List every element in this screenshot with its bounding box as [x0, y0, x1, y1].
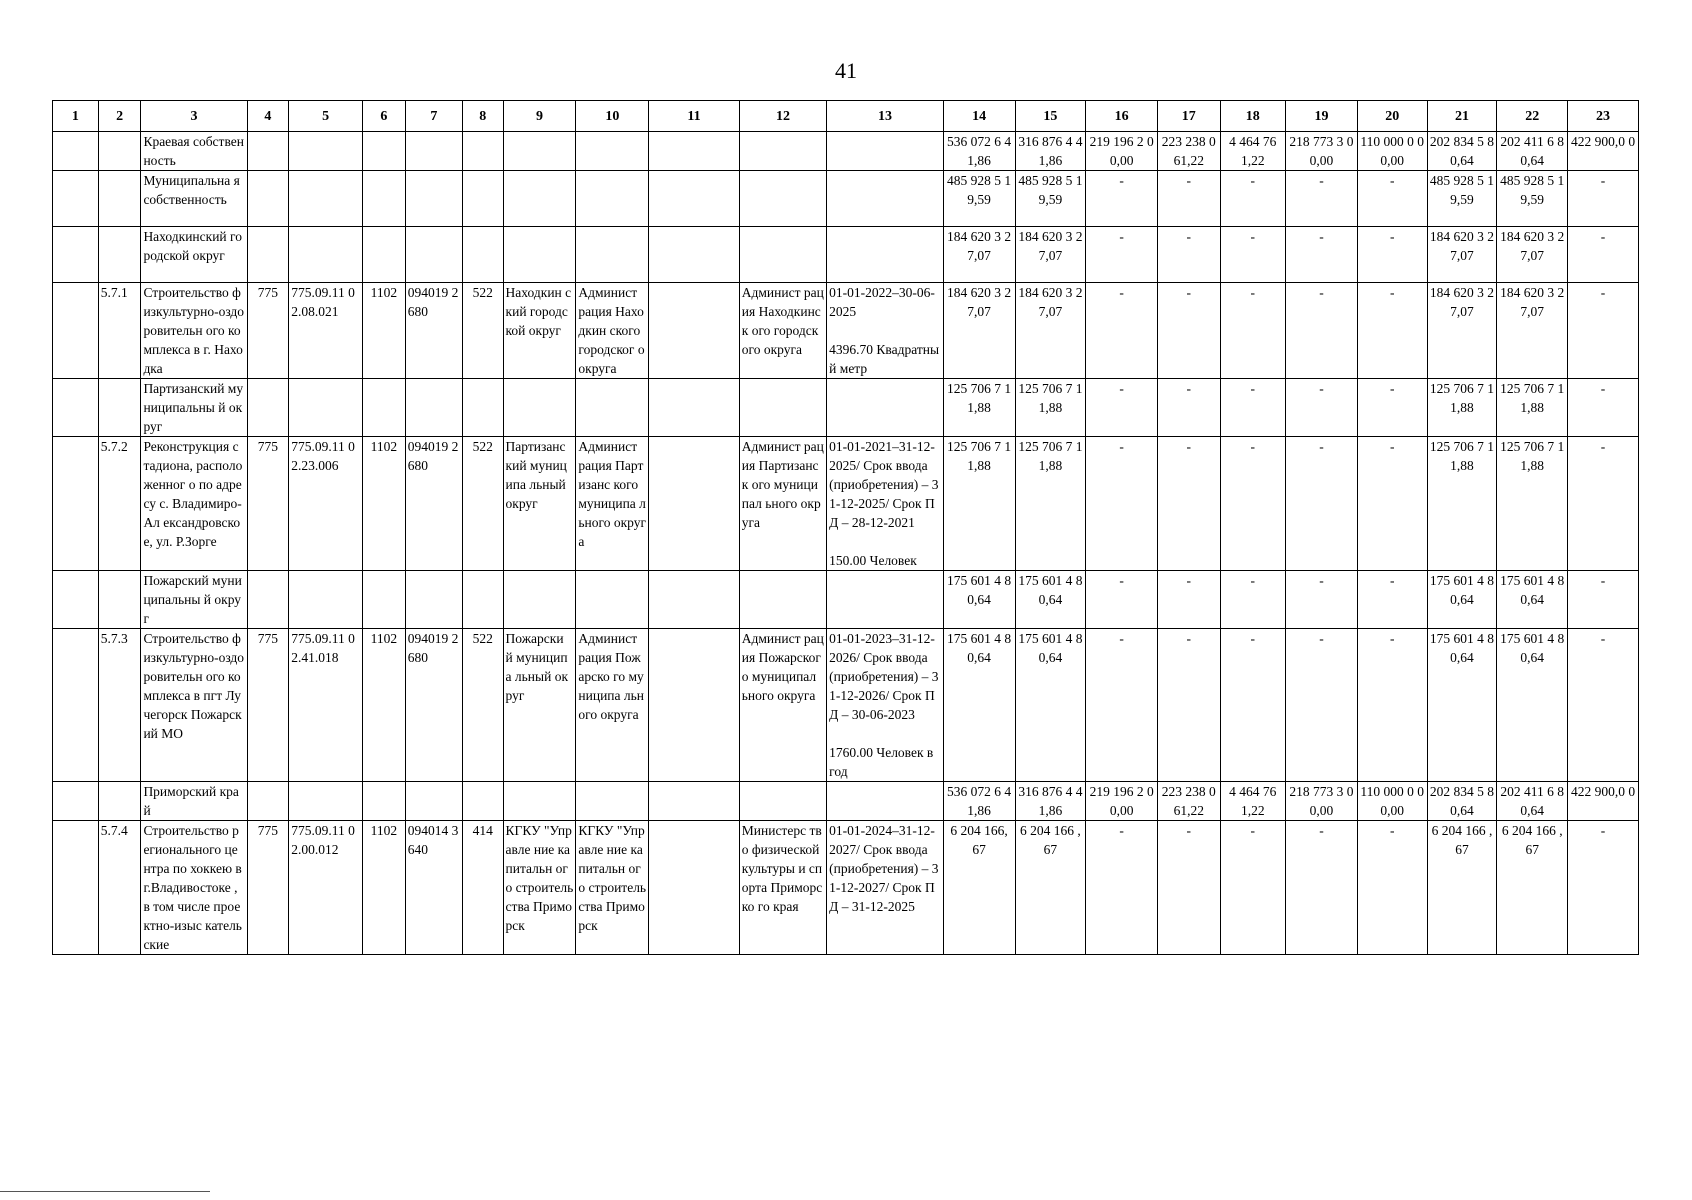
table-cell-col-22: 184 620 3 27,07: [1497, 283, 1568, 379]
header-cell: 22: [1497, 101, 1568, 132]
table-cell-col-9: [503, 171, 576, 227]
table-row: [53, 132, 1639, 171]
table-cell-col-16: -: [1086, 227, 1158, 283]
table-cell-col-14: 175 601 4 80,64: [943, 629, 1015, 782]
table-cell-col-8: 414: [462, 821, 503, 955]
table-cell-col-17: -: [1158, 379, 1220, 437]
table-cell-col-3: Партизанский муниципальны й округ: [141, 379, 247, 437]
table-cell-col-11: [649, 379, 740, 437]
table-cell-col-23: -: [1568, 821, 1639, 955]
table-cell-col-21: 184 620 3 27,07: [1427, 283, 1497, 379]
table-cell-col-22: 6 204 166 ,67: [1497, 821, 1568, 955]
table-cell-col-22: 175 601 4 80,64: [1497, 571, 1568, 629]
table-cell-col-13: [827, 171, 944, 227]
table-cell-col-9: [503, 227, 576, 283]
header-cell: 17: [1158, 101, 1220, 132]
table-cell-col-21: 125 706 7 11,88: [1427, 437, 1497, 571]
table-cell-col-23: -: [1568, 283, 1639, 379]
table-cell-col-9: Пожарски й муниципа льный округ: [503, 629, 576, 782]
header-cell: 23: [1568, 101, 1639, 132]
table-cell-col-5: 775.09.11 02.23.006: [289, 437, 363, 571]
table-cell-col-14: 125 706 7 11,88: [943, 379, 1015, 437]
table-cell-col-13: [827, 132, 944, 171]
table-cell-col-11: [649, 227, 740, 283]
table-cell-col-6: [363, 171, 406, 227]
table-cell-col-7: 094014 3640: [405, 821, 462, 955]
table-cell-col-23: -: [1568, 171, 1639, 227]
table-cell-col-18: 4 464 76 1,22: [1220, 132, 1286, 171]
table-cell-col-18: 4 464 76 1,22: [1220, 782, 1286, 821]
table-cell-col-12: Админист рация Находкинск ого городского округа: [739, 283, 826, 379]
table-cell-col-1: [53, 629, 99, 782]
table-cell-col-19: -: [1286, 629, 1358, 782]
table-cell-col-20: 110 000 0 00,00: [1357, 782, 1427, 821]
table-cell-col-3: Пожарский муниципальны й округ: [141, 571, 247, 629]
table-cell-col-7: [405, 132, 462, 171]
table-cell-col-1: [53, 283, 99, 379]
header-cell: 3: [141, 101, 247, 132]
header-row: [53, 101, 1639, 132]
table-cell-col-16: -: [1086, 171, 1158, 227]
table-cell-col-14: 125 706 7 11,88: [943, 437, 1015, 571]
table-cell-col-16: -: [1086, 437, 1158, 571]
table-cell-col-10: [576, 782, 649, 821]
table-cell-col-9: [503, 132, 576, 171]
table-cell-col-14: 184 620 3 27,07: [943, 283, 1015, 379]
scan-artifact-line: [0, 1191, 210, 1192]
table-cell-col-12: Админист рация Партизанск ого муниципал ьного округа: [739, 437, 826, 571]
table-cell-col-6: 1102: [363, 437, 406, 571]
table-cell-col-18: -: [1220, 227, 1286, 283]
table-cell-col-17: -: [1158, 437, 1220, 571]
header-cell: 20: [1357, 101, 1427, 132]
table-cell-col-17: -: [1158, 283, 1220, 379]
table-cell-col-22: 184 620 3 27,07: [1497, 227, 1568, 283]
table-cell-col-23: 422 900,0 0: [1568, 132, 1639, 171]
table-cell-col-4: 775: [247, 283, 289, 379]
table-cell-col-1: [53, 782, 99, 821]
table-cell-col-17: -: [1158, 821, 1220, 955]
table-cell-col-23: -: [1568, 571, 1639, 629]
table-cell-col-7: 094019 2680: [405, 437, 462, 571]
header-cell: 11: [649, 101, 740, 132]
table-cell-col-4: [247, 379, 289, 437]
table-cell-col-21: 202 834 5 80,64: [1427, 782, 1497, 821]
table-cell-col-4: 775: [247, 821, 289, 955]
table-cell-col-4: [247, 132, 289, 171]
table-cell-col-15: 485 928 5 19,59: [1015, 171, 1086, 227]
table-cell-col-12: [739, 132, 826, 171]
table-row: [53, 227, 1639, 283]
table-cell-col-15: 175 601 4 80,64: [1015, 629, 1086, 782]
table-cell-col-5: 775.09.11 02.08.021: [289, 283, 363, 379]
table-cell-col-12: Админист рация Пожарског о муниципал ьного округа: [739, 629, 826, 782]
table-cell-col-4: [247, 227, 289, 283]
table-cell-col-10: [576, 171, 649, 227]
table-cell-col-11: [649, 171, 740, 227]
table-cell-col-13: 01-01-2022–30-06-2025 4396.70 Квадратный метр: [827, 283, 944, 379]
header-cell: 12: [739, 101, 826, 132]
table-cell-col-16: -: [1086, 283, 1158, 379]
table-cell-col-23: -: [1568, 437, 1639, 571]
table-cell-col-3: Находкинский городской округ: [141, 227, 247, 283]
table-row: [53, 283, 1639, 379]
table-cell-col-23: -: [1568, 629, 1639, 782]
table-cell-col-17: 223 238 061,22: [1158, 782, 1220, 821]
table-cell-col-13: 01-01-2024–31-12-2027/ Срок ввода (приобретения) – 31-12-2027/ Срок ПД – 31-12-2025: [827, 821, 944, 955]
table-cell-col-2: 5.7.1: [98, 283, 141, 379]
table-cell-col-9: [503, 782, 576, 821]
header-cell: 7: [405, 101, 462, 132]
table-cell-col-1: [53, 571, 99, 629]
table-cell-col-19: -: [1286, 571, 1358, 629]
table-cell-col-3: Строительство физкультурно-оздоровительн ого комплекса в пгт Лучегорск Пожарский МО: [141, 629, 247, 782]
table-cell-col-6: 1102: [363, 821, 406, 955]
table-cell-col-21: 6 204 166 ,67: [1427, 821, 1497, 955]
table-cell-col-12: [739, 571, 826, 629]
table-cell-col-8: [462, 171, 503, 227]
table-cell-col-17: -: [1158, 571, 1220, 629]
table-cell-col-4: [247, 782, 289, 821]
table-cell-col-5: [289, 379, 363, 437]
header-cell: 19: [1286, 101, 1358, 132]
table-cell-col-4: 775: [247, 629, 289, 782]
header-cell: 6: [363, 101, 406, 132]
table-cell-col-10: [576, 227, 649, 283]
table-cell-col-2: 5.7.4: [98, 821, 141, 955]
table-cell-col-16: 219 196 2 00,00: [1086, 132, 1158, 171]
table-cell-col-18: -: [1220, 629, 1286, 782]
table-cell-col-14: 536 072 6 41,86: [943, 782, 1015, 821]
table-row: [53, 821, 1639, 955]
table-cell-col-12: [739, 379, 826, 437]
table-cell-col-16: -: [1086, 571, 1158, 629]
table-cell-col-8: 522: [462, 437, 503, 571]
table-cell-col-1: [53, 171, 99, 227]
table-cell-col-20: -: [1357, 227, 1427, 283]
table-cell-col-18: -: [1220, 283, 1286, 379]
table-row: [53, 171, 1639, 227]
table-cell-col-18: -: [1220, 437, 1286, 571]
table-cell-col-8: [462, 227, 503, 283]
table-cell-col-16: 219 196 2 00,00: [1086, 782, 1158, 821]
table-cell-col-9: КГКУ "Управле ние капитальн ого строитель ства Приморск: [503, 821, 576, 955]
table-cell-col-3: Строительство регионального центра по хоккею в г.Владивостоке , в том числе проектно-изыс кательские: [141, 821, 247, 955]
table-cell-col-14: 485 928 5 19,59: [943, 171, 1015, 227]
table-row: [53, 782, 1639, 821]
table-cell-col-11: [649, 629, 740, 782]
table-cell-col-20: -: [1357, 283, 1427, 379]
table-cell-col-3: Краевая собственность: [141, 132, 247, 171]
table-cell-col-3: Реконструкция стадиона, расположенног о по адресу с. Владимиро-Ал ександровское, ул. Р.Зорге: [141, 437, 247, 571]
table-cell-col-23: -: [1568, 227, 1639, 283]
table-cell-col-20: -: [1357, 629, 1427, 782]
header-cell: 18: [1220, 101, 1286, 132]
table-cell-col-1: [53, 227, 99, 283]
table-cell-col-7: [405, 227, 462, 283]
table-cell-col-13: 01-01-2021–31-12-2025/ Срок ввода (приобретения) – 31-12-2025/ Срок ПД – 28-12-2021 150.00 Человек: [827, 437, 944, 571]
table-cell-col-18: -: [1220, 821, 1286, 955]
table-cell-col-14: 6 204 166, 67: [943, 821, 1015, 955]
header-cell: 4: [247, 101, 289, 132]
table-cell-col-5: [289, 227, 363, 283]
table-cell-col-18: -: [1220, 571, 1286, 629]
table-cell-col-3: Приморский край: [141, 782, 247, 821]
table-cell-col-10: [576, 571, 649, 629]
table-cell-col-2: [98, 571, 141, 629]
header-cell: 1: [53, 101, 99, 132]
table-cell-col-8: [462, 132, 503, 171]
table-cell-col-13: [827, 227, 944, 283]
table-cell-col-20: 110 000 0 00,00: [1357, 132, 1427, 171]
table-cell-col-5: 775.09.11 02.41.018: [289, 629, 363, 782]
table-cell-col-10: Админист рация Пожарско го муниципа льного округа: [576, 629, 649, 782]
header-cell: 14: [943, 101, 1015, 132]
table-cell-col-11: [649, 283, 740, 379]
table-cell-col-7: 094019 2680: [405, 283, 462, 379]
table-cell-col-15: 6 204 166 ,67: [1015, 821, 1086, 955]
table-cell-col-16: -: [1086, 821, 1158, 955]
table-cell-col-10: Админист рация Находкин ского городског о округа: [576, 283, 649, 379]
table-cell-col-18: -: [1220, 379, 1286, 437]
table-cell-col-15: 184 620 3 27,07: [1015, 227, 1086, 283]
table-cell-col-17: -: [1158, 171, 1220, 227]
table-cell-col-17: -: [1158, 629, 1220, 782]
table-cell-col-8: 522: [462, 283, 503, 379]
header-cell: 10: [576, 101, 649, 132]
table-cell-col-7: [405, 782, 462, 821]
table-cell-col-6: [363, 227, 406, 283]
table-cell-col-8: [462, 379, 503, 437]
table-cell-col-1: [53, 132, 99, 171]
table-cell-col-15: 125 706 7 11,88: [1015, 379, 1086, 437]
page-number: 41: [835, 58, 857, 83]
table-cell-col-17: 223 238 061,22: [1158, 132, 1220, 171]
table-cell-col-9: Партизанс кий муниципа льный округ: [503, 437, 576, 571]
table-cell-col-23: -: [1568, 379, 1639, 437]
table-cell-col-6: [363, 132, 406, 171]
table-cell-col-21: 175 601 4 80,64: [1427, 629, 1497, 782]
table-cell-col-1: [53, 379, 99, 437]
table-cell-col-21: 184 620 3 27,07: [1427, 227, 1497, 283]
table-cell-col-13: 01-01-2023–31-12-2026/ Срок ввода (приобретения) – 31-12-2026/ Срок ПД – 30-06-2023 1760.00 Человек в год: [827, 629, 944, 782]
data-table: [52, 100, 1639, 955]
table-body: [53, 132, 1639, 955]
table-cell-col-2: 5.7.2: [98, 437, 141, 571]
table-cell-col-17: -: [1158, 227, 1220, 283]
header-cell: 13: [827, 101, 944, 132]
table-cell-col-19: -: [1286, 227, 1358, 283]
table-cell-col-19: 218 773 3 00,00: [1286, 132, 1358, 171]
table-cell-col-20: -: [1357, 437, 1427, 571]
table-cell-col-10: КГКУ "Управле ние капитальн ого строитель ства Приморск: [576, 821, 649, 955]
table-cell-col-23: 422 900,0 0: [1568, 782, 1639, 821]
header-cell: 15: [1015, 101, 1086, 132]
table-cell-col-9: [503, 571, 576, 629]
table-cell-col-21: 202 834 5 80,64: [1427, 132, 1497, 171]
table-cell-col-7: 094019 2680: [405, 629, 462, 782]
header-cell: 2: [98, 101, 141, 132]
table-cell-col-18: -: [1220, 171, 1286, 227]
table-cell-col-7: [405, 571, 462, 629]
table-cell-col-13: [827, 571, 944, 629]
table-cell-col-5: 775.09.11 02.00.012: [289, 821, 363, 955]
table-cell-col-5: [289, 571, 363, 629]
table-cell-col-5: [289, 782, 363, 821]
table-cell-col-20: -: [1357, 379, 1427, 437]
table-cell-col-9: Находкин ский городской округ: [503, 283, 576, 379]
table-cell-col-3: Муниципальна я собственность: [141, 171, 247, 227]
table-cell-col-19: -: [1286, 437, 1358, 571]
table-cell-col-14: 175 601 4 80,64: [943, 571, 1015, 629]
table-cell-col-3: Строительство физкультурно-оздоровительн ого комплекса в г. Находка: [141, 283, 247, 379]
table-row: [53, 571, 1639, 629]
table-cell-col-7: [405, 171, 462, 227]
table-cell-col-16: -: [1086, 629, 1158, 782]
table-cell-col-14: 184 620 3 27,07: [943, 227, 1015, 283]
header-cell: 16: [1086, 101, 1158, 132]
table-cell-col-22: 202 411 6 80,64: [1497, 132, 1568, 171]
table-cell-col-2: [98, 379, 141, 437]
table-cell-col-2: [98, 171, 141, 227]
table-cell-col-2: 5.7.3: [98, 629, 141, 782]
table-cell-col-9: [503, 379, 576, 437]
table-cell-col-19: -: [1286, 283, 1358, 379]
table-cell-col-11: [649, 782, 740, 821]
table-cell-col-4: 775: [247, 437, 289, 571]
table-cell-col-10: [576, 132, 649, 171]
table-cell-col-10: Админист рация Партизанс кого муниципа льного округа: [576, 437, 649, 571]
table-cell-col-19: -: [1286, 821, 1358, 955]
table-cell-col-6: 1102: [363, 283, 406, 379]
table-cell-col-16: -: [1086, 379, 1158, 437]
table-cell-col-8: [462, 782, 503, 821]
table-cell-col-15: 316 876 4 41,86: [1015, 782, 1086, 821]
table-cell-col-13: [827, 379, 944, 437]
table-cell-col-22: 175 601 4 80,64: [1497, 629, 1568, 782]
table-cell-col-14: 536 072 6 41,86: [943, 132, 1015, 171]
table-cell-col-2: [98, 227, 141, 283]
table-row: [53, 379, 1639, 437]
table-cell-col-19: 218 773 3 00,00: [1286, 782, 1358, 821]
table-cell-col-22: 125 706 7 11,88: [1497, 379, 1568, 437]
table-cell-col-15: 125 706 7 11,88: [1015, 437, 1086, 571]
table-cell-col-2: [98, 132, 141, 171]
table-cell-col-22: 125 706 7 11,88: [1497, 437, 1568, 571]
table-cell-col-11: [649, 821, 740, 955]
table-cell-col-20: -: [1357, 571, 1427, 629]
table-cell-col-11: [649, 132, 740, 171]
header-cell: 8: [462, 101, 503, 132]
table-cell-col-13: [827, 782, 944, 821]
table-cell-col-11: [649, 437, 740, 571]
table-cell-col-19: -: [1286, 171, 1358, 227]
table-cell-col-12: [739, 171, 826, 227]
table-cell-col-10: [576, 379, 649, 437]
table-cell-col-4: [247, 171, 289, 227]
table-cell-col-20: -: [1357, 821, 1427, 955]
table-cell-col-2: [98, 782, 141, 821]
table-cell-col-12: [739, 782, 826, 821]
table-cell-col-21: 175 601 4 80,64: [1427, 571, 1497, 629]
table-cell-col-8: 522: [462, 629, 503, 782]
table-cell-col-6: [363, 379, 406, 437]
header-cell: 9: [503, 101, 576, 132]
table-cell-col-1: [53, 437, 99, 571]
table-row: [53, 629, 1639, 782]
table-cell-col-22: 202 411 6 80,64: [1497, 782, 1568, 821]
table-cell-col-12: [739, 227, 826, 283]
table-cell-col-7: [405, 379, 462, 437]
header-cell: 21: [1427, 101, 1497, 132]
table-cell-col-15: 184 620 3 27,07: [1015, 283, 1086, 379]
table-cell-col-15: 316 876 4 41,86: [1015, 132, 1086, 171]
table-cell-col-12: Министерс тво физической культуры и спорта Приморско го края: [739, 821, 826, 955]
table-cell-col-8: [462, 571, 503, 629]
table-cell-col-5: [289, 171, 363, 227]
table-cell-col-22: 485 928 5 19,59: [1497, 171, 1568, 227]
table-cell-col-5: [289, 132, 363, 171]
table-cell-col-6: [363, 571, 406, 629]
table-cell-col-21: 485 928 5 19,59: [1427, 171, 1497, 227]
table-cell-col-6: [363, 782, 406, 821]
table-cell-col-4: [247, 571, 289, 629]
table-cell-col-6: 1102: [363, 629, 406, 782]
table-cell-col-20: -: [1357, 171, 1427, 227]
table-cell-col-1: [53, 821, 99, 955]
table-cell-col-11: [649, 571, 740, 629]
table-row: [53, 437, 1639, 571]
table-cell-col-15: 175 601 4 80,64: [1015, 571, 1086, 629]
table-cell-col-21: 125 706 7 11,88: [1427, 379, 1497, 437]
table-cell-col-19: -: [1286, 379, 1358, 437]
header-cell: 5: [289, 101, 363, 132]
